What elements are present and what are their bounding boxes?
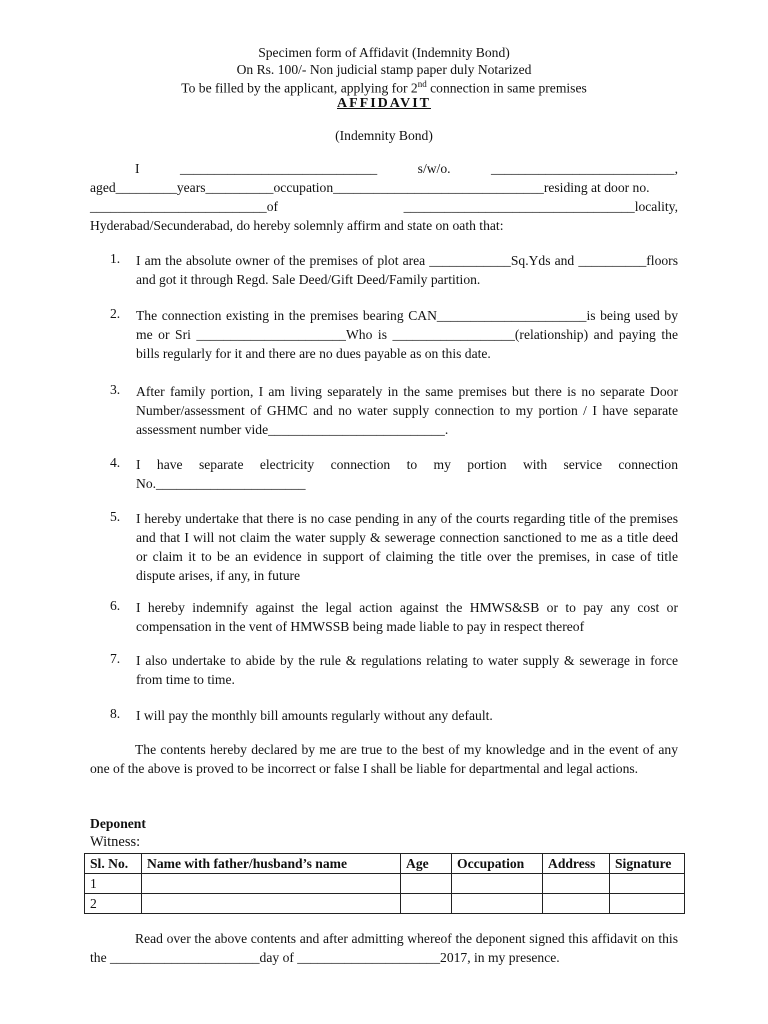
list-item [110, 382, 678, 439]
header-occupation: Occupation [452, 854, 543, 874]
document-title: AFFIDAVIT [337, 96, 431, 111]
item-number: 1. [110, 251, 121, 266]
item-text: I will pay the monthly bill amounts regularly without any default. [136, 708, 493, 723]
cell-age[interactable] [401, 874, 452, 894]
cell-name[interactable] [142, 894, 401, 914]
intro-line-1 [135, 161, 678, 177]
cell-signature[interactable] [610, 894, 685, 914]
item-number: 2. [110, 306, 121, 321]
item-number: 8. [110, 706, 121, 721]
cell-signature[interactable] [610, 874, 685, 894]
item-text: The connection existing in the premises bearing CAN______________________is being used by me or Sri ______________________Who is __________________(relationship) and paying the bills regularly for it and there are no dues payable as on this date. [136, 308, 678, 361]
header-name: Name with father/husband’s name [142, 854, 401, 874]
closing-paragraph: Read over the above contents and after admitting whereof the deponent signed this affidavit on this the ______________________day of _____________________2017, in my presence. [90, 931, 678, 965]
item-number: 5. [110, 509, 121, 524]
table-header-row [85, 854, 685, 874]
table-row [85, 894, 685, 914]
header-line-1: Specimen form of Affidavit (Indemnity Bond) [258, 45, 510, 60]
document-subtitle: (Indemnity Bond) [335, 128, 433, 143]
intro-line-4: Hyderabad/Secunderabad, do hereby solemnly affirm and state on oath that: [90, 218, 504, 233]
intro-line-2: aged_________years__________occupation_______________________________residing at door no. [90, 180, 650, 195]
cell-address[interactable] [543, 874, 610, 894]
header-line-3: To be filled by the applicant, applying for 2nd connection in same premises [181, 79, 587, 96]
cell-name[interactable] [142, 874, 401, 894]
list-item [110, 251, 678, 289]
header-sl-no: Sl. No. [85, 854, 142, 874]
intro-i: I [135, 161, 140, 176]
header-line-2: On Rs. 100/- Non judicial stamp paper duly Notarized [236, 62, 532, 77]
item-number: 3. [110, 382, 121, 397]
witness-label: Witness: [90, 834, 141, 850]
cell-age[interactable] [401, 894, 452, 914]
witness-table [84, 853, 685, 914]
item-text: I am the absolute owner of the premises of plot area ____________Sq.Yds and __________floors and got it through Regd. Sale Deed/Gift Deed/Family partition. [136, 253, 678, 287]
swo-label: s/w/o. [417, 161, 451, 176]
list-item [110, 509, 678, 585]
table-row [85, 874, 685, 894]
item-text: I have separate electricity connection to my portion with service connection No.______________________ [136, 457, 678, 491]
cell-sl-no: 2 [85, 894, 142, 914]
list-item [110, 455, 678, 493]
list-item [110, 306, 678, 363]
item-text: After family portion, I am living separately in the same premises but there is no separate Door Number/assessment of GHMC and no water supply connection to my portion / I have separate assessment number vide__________________________. [136, 384, 678, 437]
list-item [110, 598, 678, 636]
locality-blank: __________________________________locality, [403, 199, 678, 214]
declaration-paragraph: The contents hereby declared by me are true to the best of my knowledge and in the event of any one of the above is proved to be incorrect or false I shall be liable for departmental and legal actions. [90, 742, 678, 776]
relation-blank: ___________________________, [491, 161, 678, 176]
item-text: I hereby undertake that there is no case pending in any of the courts regarding title of the premises and that I will not claim the water supply & sewerage connection sanctioned to me as a title deed or claim it to be an evidence in support of claiming the title over the premises, in case of title dispute arises, if any, in future [136, 511, 678, 583]
item-number: 7. [110, 651, 121, 666]
header-signature: Signature [610, 854, 685, 874]
door-blank: __________________________of [90, 199, 279, 214]
header-address: Address [543, 854, 610, 874]
item-number: 6. [110, 598, 121, 613]
list-item [110, 706, 678, 725]
intro-line-3 [90, 199, 678, 215]
item-number: 4. [110, 455, 121, 470]
name-blank: _____________________________ [180, 161, 378, 176]
deponent-label: Deponent [90, 816, 146, 831]
header-age: Age [401, 854, 452, 874]
cell-occupation[interactable] [452, 874, 543, 894]
list-item [110, 651, 678, 689]
item-text: I also undertake to abide by the rule & regulations relating to water supply & sewerage in force from time to time. [136, 653, 678, 687]
cell-occupation[interactable] [452, 894, 543, 914]
item-text: I hereby indemnify against the legal action against the HMWS&SB or to pay any cost or compensation in the vent of HMWSSB being made liable to pay in respect thereof [136, 600, 678, 634]
cell-address[interactable] [543, 894, 610, 914]
cell-sl-no: 1 [85, 874, 142, 894]
